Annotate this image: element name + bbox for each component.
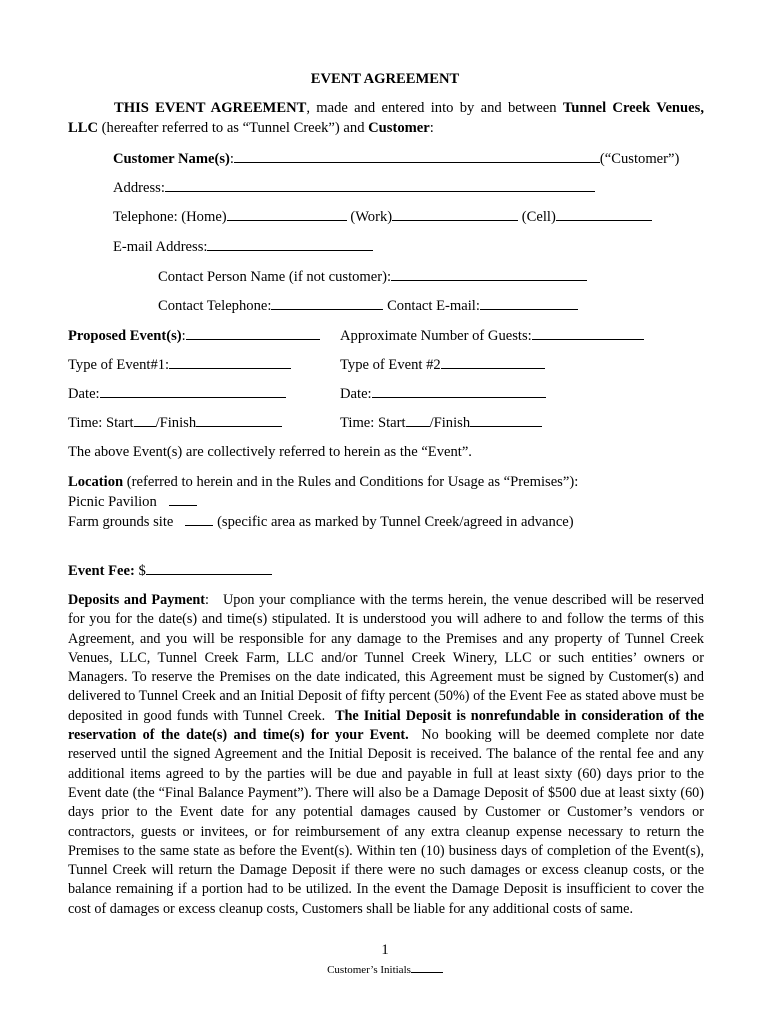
- event-time-2-row: [340, 413, 542, 433]
- event-type-1-label: Type of Event#1:: [68, 357, 170, 373]
- email-row: [113, 237, 373, 257]
- location-option-2-row: [68, 512, 574, 532]
- location-row: [68, 473, 578, 492]
- customer-name-suffix: (“Customer”): [599, 151, 680, 167]
- location-label: Location: [68, 474, 124, 490]
- page-number: 1: [381, 942, 389, 958]
- intro-party-2: Customer: [368, 120, 430, 136]
- deposits-bold-text: The Initial Deposit is nonrefundable in consideration of the reservation of the date(s) and time(s) for your Event.: [68, 707, 705, 744]
- deposits-text-1: Upon your compliance with the terms herein, the venue described will be reserved for you for the date(s) and time(s) stipulated. It is understood you will adhere to and follow the terms of this Agreement, and you will be responsible for any damage to the Premises and any property of Tunnel Creek Venues, LLC, Tunnel Creek Farm, LLC and/or Tunnel Creek Winery, LLC or such entities’ owners or Managers. To reserve the Premises on the date indicated, this Agreement must be signed by Customer(s) and delivered to Tunnel Creek and an Initial Deposit of fifty percent (50%) of the Event Fee as stated above must be deposited in good funds with Tunnel Creek.: [68, 592, 705, 724]
- event-type-2-label: Type of Event #2: [340, 357, 441, 373]
- guests-label: Approximate Number of Guests:: [340, 328, 532, 344]
- event-type-2-field[interactable]: [441, 355, 545, 369]
- page-title: EVENT AGREEMENT: [310, 71, 460, 87]
- event-date-1-label: Date:: [68, 386, 100, 402]
- event-time-1-start-field[interactable]: [134, 413, 156, 427]
- proposed-event-colon: :: [181, 328, 186, 344]
- location-option-1-field[interactable]: [169, 492, 197, 506]
- contact-email-field[interactable]: [480, 296, 578, 310]
- location-option-2-note: (specific area as marked by Tunnel Creek/agreed in advance): [217, 514, 574, 530]
- proposed-event-row: [68, 326, 320, 346]
- telephone-row: [113, 207, 652, 227]
- phone-home-field[interactable]: [227, 207, 347, 221]
- location-option-2-label: Farm grounds site: [68, 514, 174, 530]
- phone-cell-field[interactable]: [556, 207, 652, 221]
- event-time-1-row: [68, 413, 282, 433]
- event-time-2-finish-label: /Finish: [429, 415, 471, 431]
- event-fee-row: [68, 561, 272, 581]
- event-type-1-field[interactable]: [169, 355, 291, 369]
- phone-work-field[interactable]: [392, 207, 518, 221]
- email-label: E-mail Address:: [113, 239, 208, 255]
- event-type-1-row: [68, 355, 291, 375]
- initials-label: Customer’s Initials: [327, 964, 411, 976]
- intro-paragraph: [68, 98, 704, 138]
- customer-name-colon: :: [229, 151, 234, 167]
- event-date-2-label: Date:: [340, 386, 372, 402]
- contact-email-label: Contact E-mail:: [387, 298, 480, 314]
- intro-lead: THIS EVENT AGREEMENT: [114, 100, 307, 116]
- location-option-1-row: [68, 492, 197, 512]
- customer-name-label: Customer Name(s): [113, 151, 230, 167]
- customer-name-row: [113, 149, 679, 169]
- event-type-2-row: [340, 355, 545, 375]
- intro-party-1b: LLC: [68, 120, 99, 136]
- phone-home-label: Telephone: (Home): [113, 209, 227, 225]
- contact-name-row: [158, 267, 587, 287]
- contact-name-label: Contact Person Name (if not customer):: [158, 269, 392, 285]
- address-row: [113, 178, 595, 198]
- event-time-1-finish-label: /Finish: [155, 415, 197, 431]
- event-time-1-finish-field[interactable]: [196, 413, 282, 427]
- contact-name-field[interactable]: [391, 267, 587, 281]
- deposits-heading: Deposits and Payment: [68, 592, 206, 608]
- event-time-2-start-label: Time: Start: [340, 415, 406, 431]
- contact-phone-label: Contact Telephone:: [158, 298, 272, 314]
- event-time-2-finish-field[interactable]: [470, 413, 542, 427]
- intro-text-2: (hereafter referred to as “Tunnel Creek”) and: [98, 120, 369, 136]
- collective-note: The above Event(s) are collectively referred to herein as the “Event”.: [68, 444, 472, 460]
- event-date-1-row: [68, 384, 286, 404]
- phone-work-label: (Work): [350, 209, 393, 225]
- guests-field[interactable]: [532, 326, 644, 340]
- phone-cell-label: (Cell): [521, 209, 556, 225]
- intro-text-1: , made and entered into by and between: [306, 100, 563, 116]
- event-date-2-row: [340, 384, 546, 404]
- event-fee-field[interactable]: [146, 561, 272, 575]
- contact-phone-row: [158, 296, 578, 316]
- deposits-heading-colon: :: [205, 592, 209, 608]
- initials-row: [0, 962, 770, 977]
- location-option-1-label: Picnic Pavilion: [68, 494, 157, 510]
- event-time-1-start-label: Time: Start: [68, 415, 134, 431]
- intro-colon: :: [429, 120, 434, 136]
- proposed-event-field[interactable]: [186, 326, 320, 340]
- event-fee-currency: $: [138, 563, 146, 579]
- address-label: Address:: [113, 180, 165, 196]
- deposits-text-2: No booking will be deemed complete nor date reserved until the signed Agreement and the Initial Deposit is received. The balance of the rental fee and any additional items agreed to by the parties will be due and payable in full at least sixty (60) days prior to the Event date (the “Final Balance Payment”). There will also be a Damage Deposit of $500 due at least sixty (60) days prior to the Event date for any potential damages caused by Customer or Customer’s vendors or contractors, guests or invitees, or for reimbursement of any extra cleanup expense necessary to return the Premises to the same state as before the Event(s). Within ten (10) business days of completion of the Event(s), Tunnel Creek will return the Damage Deposit if there were no such damages or excess cleanup costs, or the balance remaining if a portion had to be utilized. In the event the Damage Deposit is insufficient to cover the cost of damages or excess cleanup costs, Customers shall be liable for any additional costs of same.: [68, 727, 705, 917]
- event-date-2-field[interactable]: [372, 384, 546, 398]
- address-field[interactable]: [165, 178, 595, 192]
- email-field[interactable]: [207, 237, 373, 251]
- location-text: (referred to herein and in the Rules and Conditions for Usage as “Premises”):: [123, 474, 579, 490]
- proposed-event-label: Proposed Event(s): [68, 328, 182, 344]
- customer-name-field[interactable]: [234, 149, 600, 163]
- initials-field[interactable]: [411, 962, 443, 973]
- guests-row: [340, 326, 644, 346]
- event-date-1-field[interactable]: [100, 384, 286, 398]
- event-fee-label: Event Fee:: [68, 563, 135, 579]
- location-option-2-field[interactable]: [185, 512, 213, 526]
- intro-party-1: Tunnel Creek Venues,: [562, 100, 704, 116]
- contact-phone-field[interactable]: [271, 296, 383, 310]
- event-time-2-start-field[interactable]: [406, 413, 430, 427]
- deposits-paragraph: [68, 591, 704, 919]
